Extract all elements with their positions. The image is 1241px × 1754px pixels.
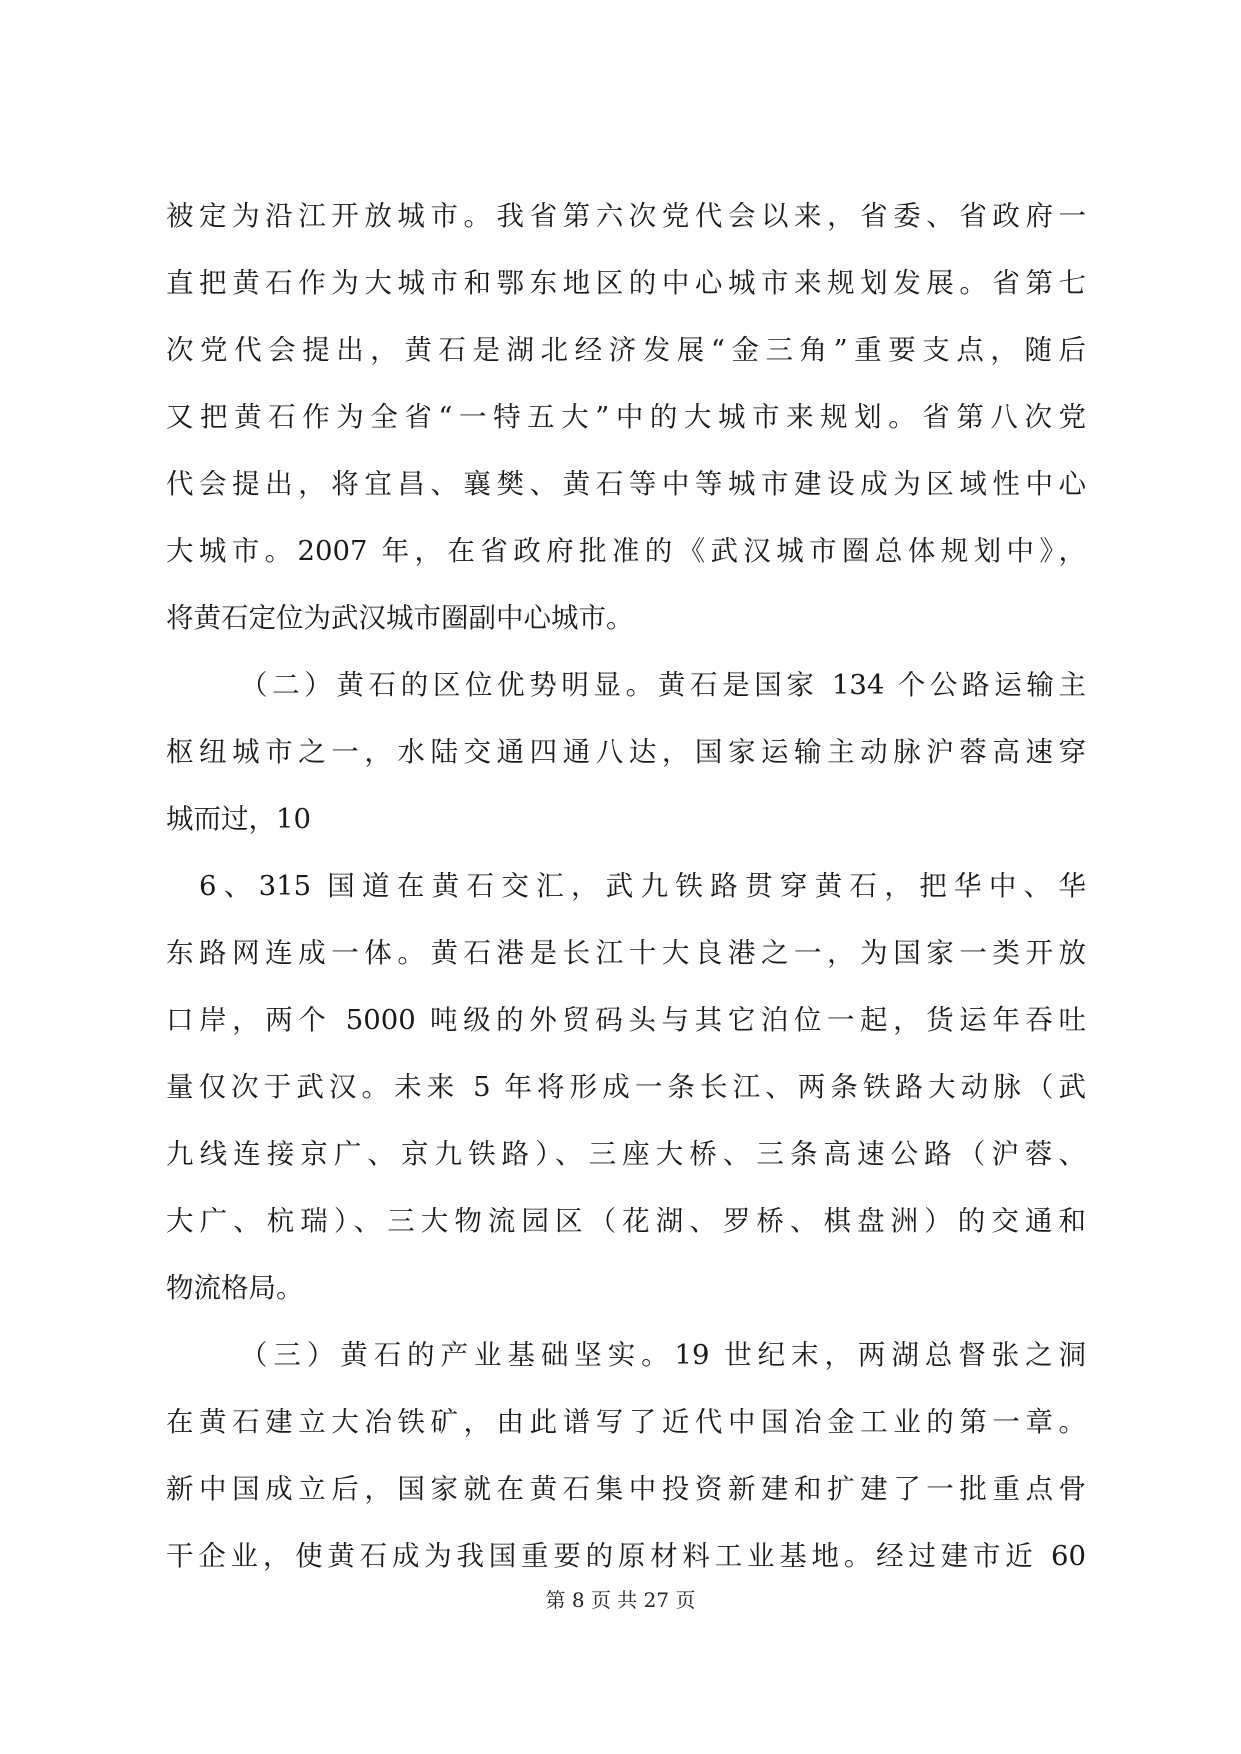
text-line: 口岸，两个 5000 吨级的外贸码头与其它泊位一起，货运年吞吐	[166, 1004, 1086, 1036]
text-line: 被定为沿江开放城市。我省第六次党代会以来，省委、省政府一	[166, 200, 1086, 232]
text-line: 九线连接京广、京九铁路）、三座大桥、三条高速公路（沪蓉、	[166, 1138, 1086, 1170]
text-line: 城而过，10	[166, 803, 311, 835]
text-line: 新中国成立后，国家就在黄石集中投资新建和扩建了一批重点骨	[166, 1473, 1086, 1505]
text-line: 将黄石定位为武汉城市圈副中心城市。	[166, 602, 634, 634]
text-line: 直把黄石作为大城市和鄂东地区的中心城市来规划发展。省第七	[166, 267, 1086, 299]
paragraph-start-line: 6、315 国道在黄石交汇，武九铁路贯穿黄石，把华中、华	[199, 870, 1086, 902]
paragraph-start-line: （三）黄石的产业基础坚实。19 世纪末，两湖总督张之洞	[240, 1339, 1086, 1371]
text-line: 枢纽城市之一，水陆交通四通八达，国家运输主动脉沪蓉高速穿	[166, 736, 1086, 768]
text-line: 大城市。2007 年，在省政府批准的《武汉城市圈总体规划中》，	[166, 535, 1086, 567]
text-line: 东路网连成一体。黄石港是长江十大良港之一，为国家一类开放	[166, 937, 1086, 969]
text-line: 在黄石建立大冶铁矿，由此谱写了近代中国冶金工业的第一章。	[166, 1406, 1086, 1438]
paragraph-start-line: （二）黄石的区位优势明显。黄石是国家 134 个公路运输主	[240, 669, 1086, 701]
text-line: 大广、杭瑞）、三大物流园区（花湖、罗桥、棋盘洲）的交通和	[166, 1205, 1086, 1237]
text-line: 干企业，使黄石成为我国重要的原材料工业基地。经过建市近 60	[166, 1540, 1086, 1572]
page-footer: 第 8 页 共 27 页	[545, 1588, 696, 1612]
text-line: 物流格局。	[166, 1272, 304, 1304]
text-line: 次党代会提出，黄石是湖北经济发展“金三角”重要支点，随后	[166, 334, 1086, 366]
text-line: 又把黄石作为全省“一特五大”中的大城市来规划。省第八次党	[166, 401, 1086, 433]
text-line: 量仅次于武汉。未来 5 年将形成一条长江、两条铁路大动脉（武	[166, 1071, 1086, 1103]
text-line: 代会提出，将宜昌、襄樊、黄石等中等城市建设成为区域性中心	[166, 468, 1086, 500]
